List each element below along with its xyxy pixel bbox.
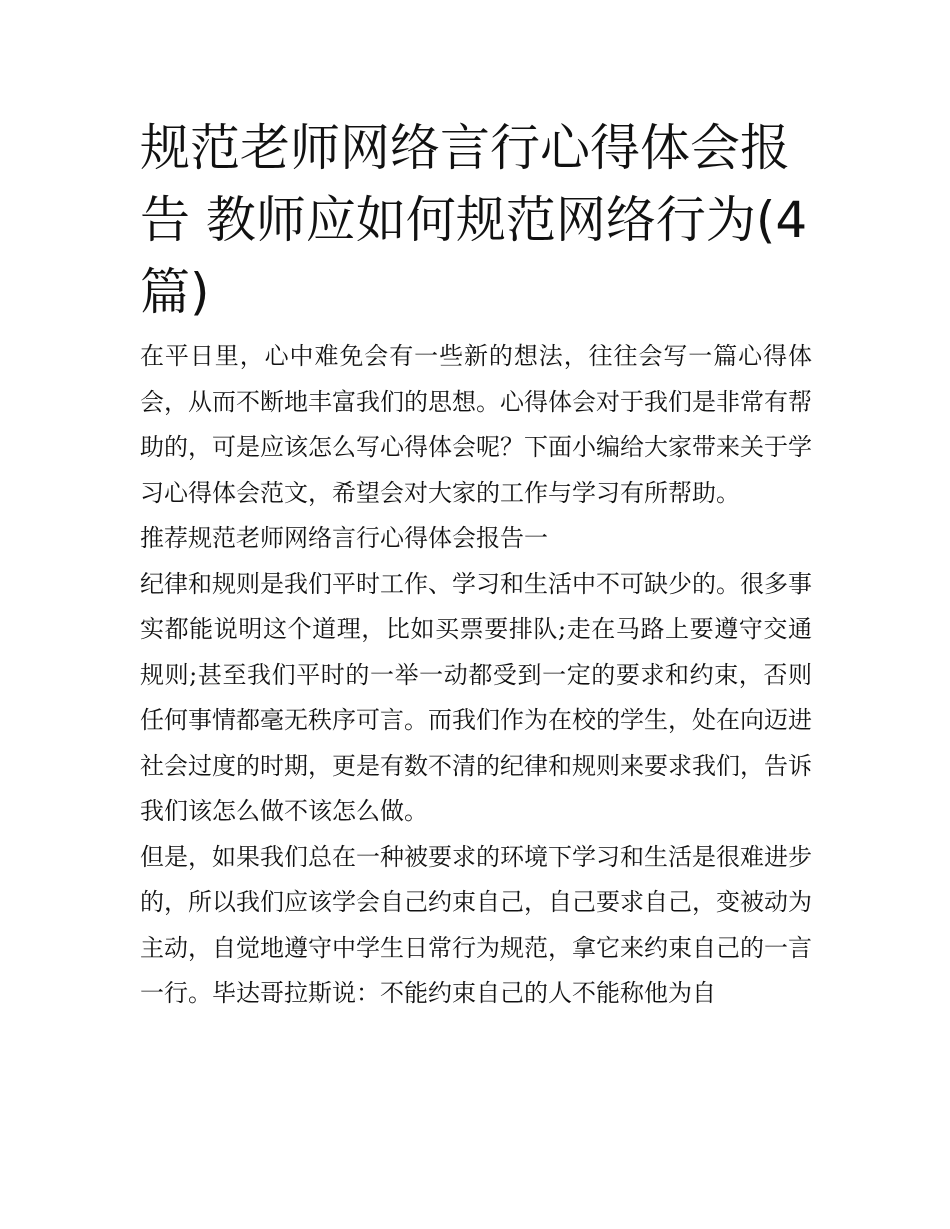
body-paragraph: 但是，如果我们总在一种被要求的环境下学习和生活是很难进步的，所以我们应该学会自己约束自己，自己要求自己，变被动为主动，自觉地遵守中学生日常行为规范，拿它来约束自己的一言一行。毕达哥拉斯说：不能约束自己的人不能称他为自: [140, 842, 812, 1007]
body-paragraph: 纪律和规则是我们平时工作、学习和生活中不可缺少的。很多事实都能说明这个道理，比如买票要排队;走在马路上要遵守交通规则;甚至我们平时的一举一动都受到一定的要求和约束，否则任何事情都毫无秩序可言。而我们作为在校的学生，处在向迈进社会过度的时期，更是有数不清的纪律和规则来要求我们，告诉我们该怎么做不该怎么做。: [140, 569, 812, 825]
document-body: [140, 112, 812, 1017]
document-title: 规范老师网络言行心得体会报告 教师应如何规范网络行为(4篇): [140, 119, 808, 321]
section-heading: 推荐规范老师网络言行心得体会报告一: [140, 524, 548, 552]
intro-paragraph: 在平日里，心中难免会有一些新的想法，往往会写一篇心得体会，从而不断地丰富我们的思想。心得体会对于我们是非常有帮助的，可是应该怎么写心得体会呢？下面小编给大家带来关于学习心得体会范文，希望会对大家的工作与学习有所帮助。: [140, 342, 812, 507]
